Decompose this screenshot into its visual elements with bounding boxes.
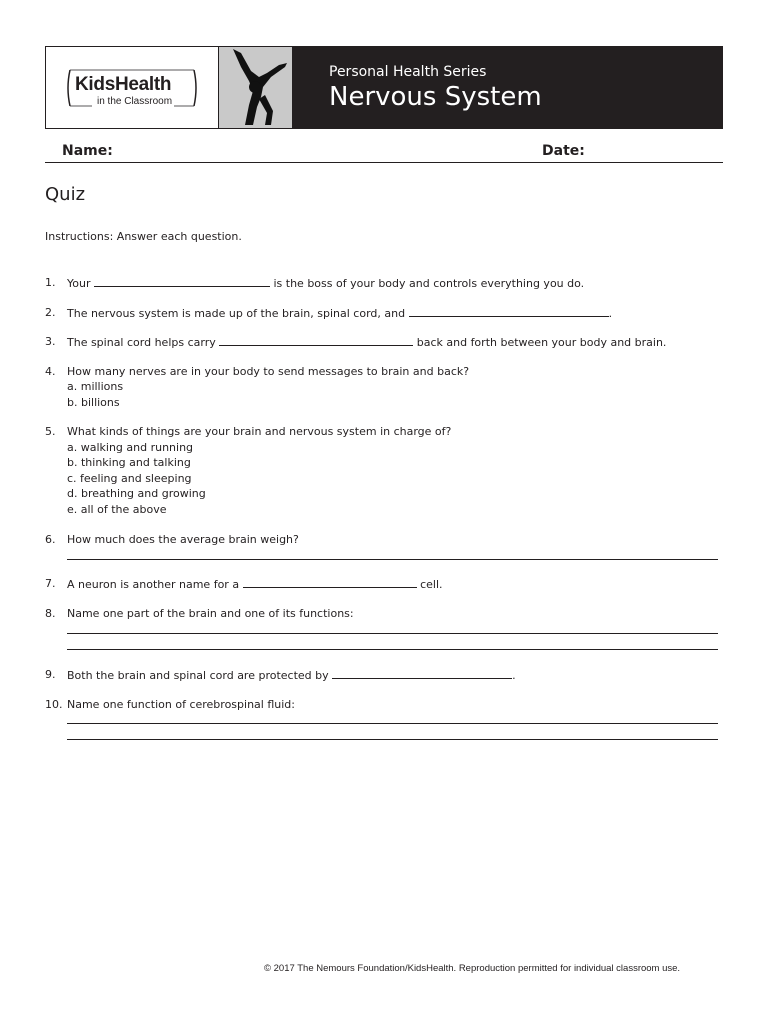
question-number: 8. [45, 607, 56, 620]
question-text: . [512, 669, 516, 682]
answer-blank[interactable] [94, 276, 270, 287]
answer-option[interactable]: e. all of the above [67, 503, 167, 516]
answer-option[interactable]: c. feeling and sleeping [67, 472, 192, 485]
question-number: 6. [45, 533, 56, 546]
answer-line[interactable] [67, 559, 718, 560]
question-text: The spinal cord helps carry [67, 336, 216, 349]
answer-blank[interactable] [332, 668, 512, 679]
question-10: Name one function of cerebrospinal fluid: [67, 698, 295, 711]
answer-line[interactable] [67, 633, 718, 634]
question-2 [67, 306, 612, 320]
series-label: Personal Health Series [329, 64, 487, 80]
question-6: How much does the average brain weigh? [67, 533, 299, 546]
question-7 [67, 577, 443, 591]
question-3 [67, 335, 666, 349]
question-text: . [608, 307, 613, 320]
cartwheel-photo [218, 47, 292, 128]
question-text: is the boss of your body and controls everything you do. [273, 277, 585, 290]
quiz-heading: Quiz [45, 184, 86, 205]
question-1 [67, 276, 584, 290]
question-4: How many nerves are in your body to send messages to brain and back? [67, 365, 470, 378]
answer-option[interactable]: d. breathing and growing [67, 487, 206, 500]
question-number: 1. [45, 276, 56, 289]
page-title: Nervous System [329, 82, 542, 112]
copyright-footer: © 2017 The Nemours Foundation/KidsHealth. Reproduction permitted for individual classroom use. [264, 963, 681, 974]
question-text: cell. [420, 578, 443, 591]
answer-blank[interactable] [219, 335, 413, 346]
question-number: 5. [45, 425, 56, 438]
question-text: back and forth between your body and brain. [416, 336, 667, 349]
header-banner [45, 46, 723, 129]
cartwheel-figure-icon [219, 47, 291, 128]
question-number: 4. [45, 365, 56, 378]
date-field-label: Date: [542, 143, 585, 159]
question-number: 10. [45, 698, 63, 711]
name-field-label: Name: [62, 143, 113, 159]
question-text: Your [67, 277, 91, 290]
question-number: 9. [45, 668, 56, 681]
question-5: What kinds of things are your brain and nervous system in charge of? [67, 425, 452, 438]
question-9 [67, 668, 516, 682]
answer-line[interactable] [67, 739, 718, 740]
name-date-line[interactable] [45, 162, 723, 163]
question-8: Name one part of the brain and one of its functions: [67, 607, 354, 620]
answer-line[interactable] [67, 723, 718, 724]
question-text: The nervous system is made up of the brain, spinal cord, and [67, 307, 406, 320]
instructions-text: Instructions: Answer each question. [45, 230, 242, 243]
question-text: A neuron is another name for a [67, 578, 240, 591]
question-number: 2. [45, 306, 56, 319]
question-number: 7. [45, 577, 56, 590]
answer-blank[interactable] [243, 577, 417, 588]
answer-option[interactable]: b. thinking and talking [67, 456, 191, 469]
logo-main-text: KidsHealth [75, 74, 172, 95]
question-number: 3. [45, 335, 56, 348]
logo-area [46, 47, 218, 128]
answer-line[interactable] [67, 649, 718, 650]
answer-blank[interactable] [409, 306, 609, 317]
answer-option[interactable]: a. millions [67, 380, 124, 393]
logo-sub-text: in the Classroom [97, 96, 173, 107]
question-text: Both the brain and spinal cord are protected by [67, 669, 329, 682]
answer-option[interactable]: a. walking and running [67, 441, 194, 454]
answer-option[interactable]: b. billions [67, 396, 120, 409]
